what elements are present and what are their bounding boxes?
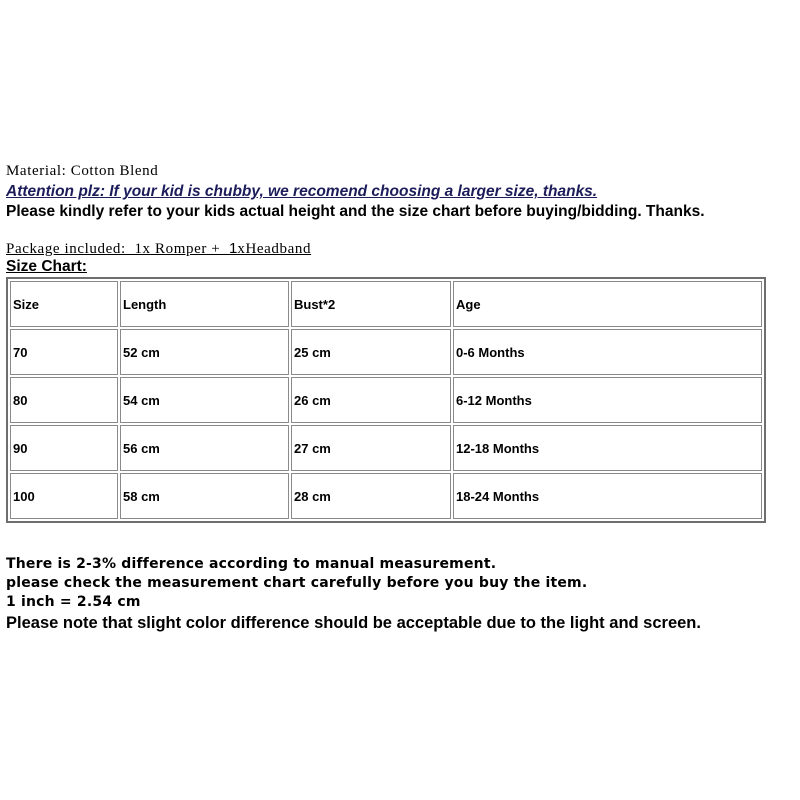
header-size: Size [10,281,118,327]
refer-note: Please kindly refer to your kids actual height and the size chart before buying/bidding. Thanks. [6,203,705,220]
table-row [10,329,762,375]
cell-length: 58 cm [120,473,289,519]
cell-length: 56 cm [120,425,289,471]
table-row [10,473,762,519]
check-chart-note: please check the measurement chart carefully before you buy the item. [6,575,588,591]
cell-length: 54 cm [120,377,289,423]
measurement-note: There is 2-3% difference according to manual measurement. [6,556,497,572]
cell-age: 12-18 Months [453,425,762,471]
size-table [6,277,766,523]
cell-size: 80 [10,377,118,423]
attention-note: Attention plz: If your kid is chubby, we recomend choosing a larger size, thanks. [6,183,598,200]
cell-bust: 25 cm [291,329,451,375]
header-age: Age [453,281,762,327]
color-difference-note: Please note that slight color difference should be acceptable due to the light and screen. [6,614,701,632]
cell-age: 18-24 Months [453,473,762,519]
inch-conversion-note: 1 inch = 2.54 cm [6,594,141,610]
cell-size: 70 [10,329,118,375]
cell-bust: 28 cm [291,473,451,519]
table-row [10,377,762,423]
cell-length: 52 cm [120,329,289,375]
material-text: Material: Cotton Blend [6,163,159,179]
header-length: Length [120,281,289,327]
size-chart-title: Size Chart: [6,258,87,275]
package-qty: 1 [229,240,238,257]
package-included [6,240,311,258]
cell-age: 6-12 Months [453,377,762,423]
header-bust: Bust*2 [291,281,451,327]
cell-bust: 26 cm [291,377,451,423]
package-prefix: Package included: 1x Romper + [6,241,230,257]
cell-bust: 27 cm [291,425,451,471]
table-header-row [10,281,762,327]
package-suffix: xHeadband [237,241,312,257]
cell-age: 0-6 Months [453,329,762,375]
cell-size: 100 [10,473,118,519]
cell-size: 90 [10,425,118,471]
table-row [10,425,762,471]
